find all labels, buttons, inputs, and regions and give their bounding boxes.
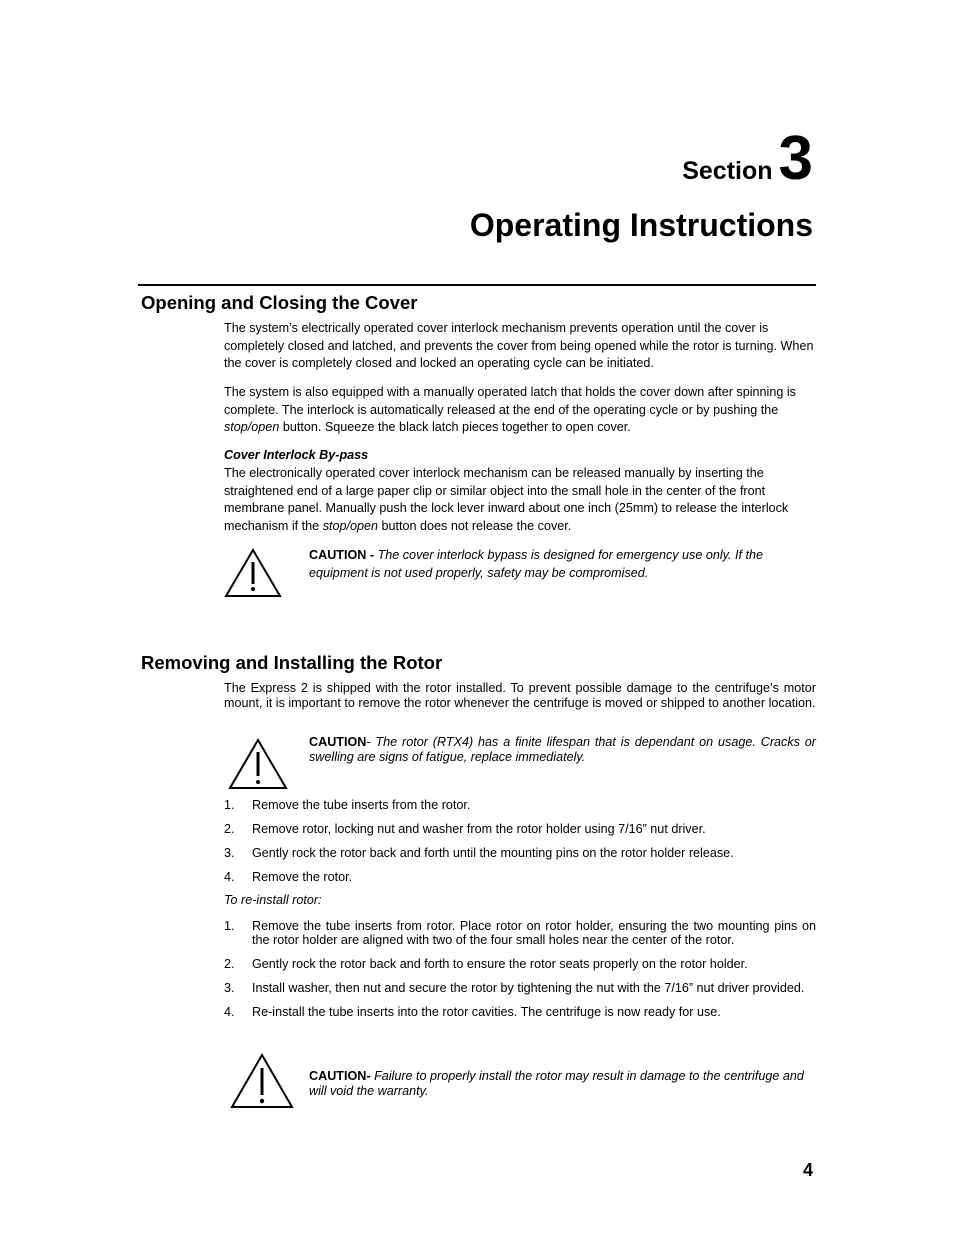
rotor-intro: The Express 2 is shipped with the rotor installed. To prevent possible damage to the centrifuge’s motor mount, it is important to remove the rotor whenever the centrifuge is moved or shipped to another location.: [224, 681, 816, 710]
cover-paragraph-2: The system is also equipped with a manually operated latch that holds the cover down after spinning is complete. The interlock is automatically released at the end of the operating cycle or by pushing the stop/open button. Squeeze the black latch pieces together to open cover.: [224, 385, 796, 434]
section-label: [682, 124, 813, 193]
list-item: 2. Gently rock the rotor back and forth to ensure the rotor seats properly on the rotor holder.: [224, 957, 748, 971]
rotor-caution-2: CAUTION- Failure to properly install the rotor may result in damage to the centrifuge and will void the warranty.: [309, 1069, 804, 1098]
cover-heading: Opening and Closing the Cover: [141, 292, 418, 313]
list-item: 3. Gently rock the rotor back and forth until the mounting pins on the rotor holder release.: [224, 846, 734, 860]
chapter-title: Operating Instructions: [469, 207, 813, 243]
section-number: 3: [778, 124, 813, 193]
section-word: Section: [682, 157, 773, 185]
heading-rule: [138, 284, 816, 286]
warning-icon: [230, 1053, 294, 1109]
list-item: 1. Remove the tube inserts from the rotor.: [224, 798, 471, 812]
install-steps: [224, 919, 816, 1019]
list-item: 4. Re-install the tube inserts into the rotor cavities. The centrifuge is now ready for use.: [224, 1005, 721, 1019]
rotor-caution-1: CAUTION- The rotor (RTX4) has a finite lifespan that is dependant on usage. Cracks or swelling are signs of fatigue, replace immediately.: [309, 735, 816, 764]
remove-steps: [224, 798, 816, 884]
page-number: 4: [802, 1160, 813, 1180]
list-item: 4. Remove the rotor.: [224, 870, 353, 884]
warning-icon: [224, 548, 282, 598]
bypass-subheading: Cover Interlock By-pass: [224, 448, 369, 462]
warning-icon: [228, 738, 288, 790]
cover-caution: CAUTION - The cover interlock bypass is designed for emergency use only. If the equipment is not used properly, safety may be compromised.: [309, 548, 764, 580]
bypass-paragraph: The electronically operated cover interlock mechanism can be released manually by inserting the straightened end of a large paper clip or similar object into the small hole in the center of the front membrane panel. Manually push the lock lever inward about one inch (25mm) to release the interlock mechanism if the stop/open button does not release the cover.: [224, 466, 789, 533]
list-item: 3. Install washer, then nut and secure the rotor by tightening the nut with the 7/16” nut driver provided.: [224, 981, 805, 995]
list-item: 1. Remove the tube inserts from rotor. Place rotor on rotor holder, ensuring the two mounting pins on the rotor holder are aligned with two of the four small holes near the center of the rotor.: [224, 919, 816, 947]
reinstall-label: To re-install rotor:: [224, 893, 322, 907]
rotor-heading: Removing and Installing the Rotor: [141, 652, 443, 673]
list-item: 2. Remove rotor, locking nut and washer from the rotor holder using 7/16” nut driver.: [224, 822, 706, 836]
cover-paragraph-1: The system’s electrically operated cover interlock mechanism prevents operation until the cover is completely closed and latched, and prevents the cover from being opened while the rotor is turning. When the cover is completely closed and locked an operating cycle can be initiated.: [224, 321, 814, 370]
